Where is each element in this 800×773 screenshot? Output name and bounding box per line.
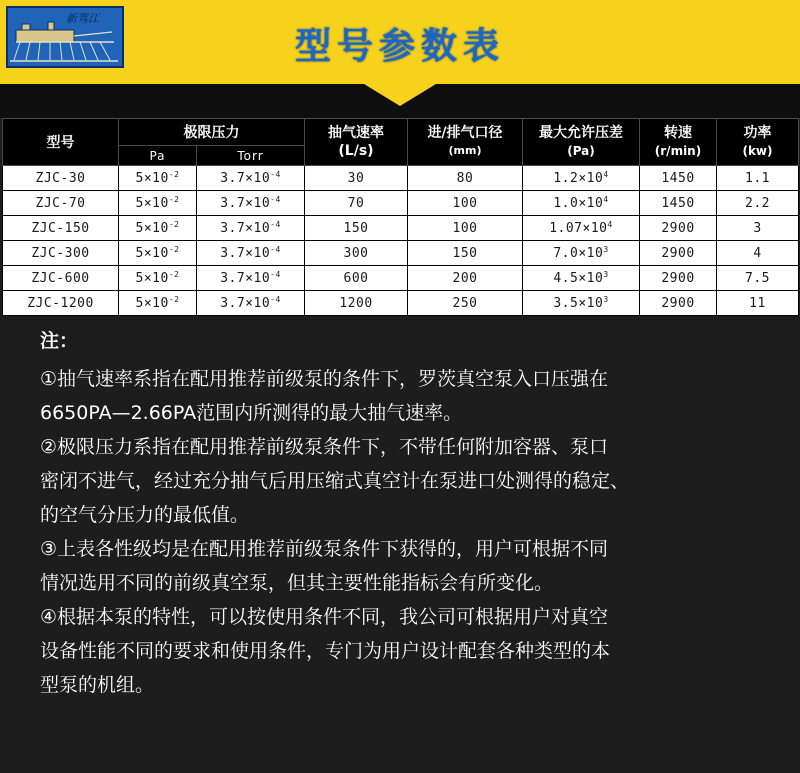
cell-torr-value: 3.7×10 (220, 220, 271, 236)
cell-pumping-speed-value: 600 (343, 270, 369, 286)
cell-pa-value: 5×10 (135, 170, 169, 186)
cell-max-pressure-diff-value: 4.5×10 (553, 270, 604, 286)
col-power-unit: (kw) (742, 144, 773, 158)
cell-port-diameter-value: 150 (452, 245, 478, 261)
cell-max-pressure-diff-value: 1.07×10 (549, 220, 608, 236)
cell-pa (119, 266, 197, 291)
cell-port-diameter (408, 191, 523, 216)
cell-pumping-speed-value: 150 (343, 220, 369, 236)
cell-pumping-speed-value: 300 (343, 245, 369, 261)
cell-rotation-speed-value: 2900 (661, 245, 695, 261)
page-title: 型号参数表 (294, 26, 505, 67)
cell-model (3, 291, 119, 316)
cell-power (717, 241, 799, 266)
cell-rotation-speed (640, 241, 717, 266)
cell-pumping-speed (305, 241, 408, 266)
cell-torr-value: 3.7×10 (220, 270, 271, 286)
table-row (3, 241, 799, 266)
cell-pumping-speed-value: 70 (347, 195, 365, 211)
cell-port-diameter (408, 291, 523, 316)
cell-model (3, 241, 119, 266)
cell-max-pressure-diff-exponent: 4 (603, 194, 609, 204)
cell-model-value: ZJC-600 (31, 270, 90, 286)
col-pumping-speed-unit: (L/s) (338, 143, 374, 159)
table-row (3, 216, 799, 241)
note-line: 情况选用不同的前级真空泵，但其主要性能指标会有所变化。 (40, 572, 554, 594)
cell-model-value: ZJC-300 (31, 245, 90, 261)
cell-pumping-speed-value: 30 (347, 170, 365, 186)
cell-torr-value: 3.7×10 (220, 170, 271, 186)
cell-power (717, 216, 799, 241)
cell-port-diameter (408, 241, 523, 266)
col-pumping-speed (305, 119, 408, 166)
cell-torr-exponent: -4 (270, 294, 281, 304)
cell-power-value: 7.5 (745, 270, 770, 286)
cell-max-pressure-diff (523, 191, 640, 216)
cell-power-value: 3 (753, 220, 762, 236)
col-ultimate-pressure: 极限压力 (119, 119, 305, 146)
table-header-row (3, 119, 799, 146)
note-line: ②极限压力系指在配用推荐前级泵条件下，不带任何附加容器、泵口 (40, 436, 609, 458)
cell-pa (119, 241, 197, 266)
col-rotation-speed-label: 转速 (664, 125, 692, 141)
cell-pa (119, 216, 197, 241)
cell-model (3, 191, 119, 216)
cell-max-pressure-diff-value: 3.5×10 (553, 295, 604, 311)
cell-pa-exponent: -2 (168, 169, 180, 179)
cell-max-pressure-diff-value: 1.2×10 (553, 170, 604, 186)
cell-pa-exponent: -2 (168, 244, 180, 254)
cell-power (717, 191, 799, 216)
cell-torr-exponent: -4 (270, 169, 281, 179)
cell-torr (197, 266, 305, 291)
cell-rotation-speed (640, 191, 717, 216)
table-row (3, 266, 799, 291)
col-max-pressure-diff (523, 119, 640, 166)
cell-torr-exponent: -4 (270, 269, 281, 279)
cell-pa (119, 191, 197, 216)
cell-rotation-speed-value: 2900 (661, 295, 695, 311)
cell-rotation-speed-value: 2900 (661, 220, 695, 236)
note-line: 设备性能不同的要求和使用条件，专门为用户设计配套各种类型的本 (40, 640, 611, 662)
cell-port-diameter (408, 166, 523, 191)
cell-pa (119, 166, 197, 191)
note-line: 密闭不进气，经过充分抽气后用压缩式真空计在泵进口处测得的稳定、 (40, 470, 630, 492)
col-rotation-speed-unit: (r/min) (654, 144, 702, 158)
col-model: 型号 (3, 119, 119, 166)
cell-pa-exponent: -2 (168, 269, 180, 279)
cell-power-value: 1.1 (745, 170, 770, 186)
cell-torr (197, 291, 305, 316)
note-line: ④根据本泵的特性，可以按使用条件不同，我公司可根据用户对真空 (40, 606, 609, 628)
col-port-diameter-label: 进/排气口径 (427, 125, 503, 141)
cell-model-value: ZJC-30 (35, 170, 86, 186)
header-banner (0, 0, 800, 84)
cell-pa-exponent: -2 (168, 294, 180, 304)
cell-model-value: ZJC-1200 (27, 295, 94, 311)
table-row (3, 166, 799, 191)
cell-max-pressure-diff-value: 1.0×10 (553, 195, 604, 211)
cell-max-pressure-diff-exponent: 3 (603, 294, 609, 304)
cell-max-pressure-diff (523, 216, 640, 241)
cell-pumping-speed (305, 216, 408, 241)
note-line: ①抽气速率系指在配用推荐前级泵的条件下，罗茨真空泵入口压强在 (40, 368, 609, 390)
cell-pa-exponent: -2 (168, 194, 180, 204)
cell-port-diameter (408, 266, 523, 291)
cell-pa-value: 5×10 (135, 220, 169, 236)
cell-pa-exponent: -2 (168, 219, 180, 229)
cell-torr (197, 191, 305, 216)
cell-torr-exponent: -4 (270, 244, 281, 254)
note-line: 型泵的机组。 (40, 674, 155, 696)
cell-torr-value: 3.7×10 (220, 195, 271, 211)
cell-torr-value: 3.7×10 (220, 295, 271, 311)
spec-table (2, 118, 799, 316)
cell-port-diameter-value: 100 (452, 220, 478, 236)
cell-pa-value: 5×10 (135, 245, 169, 261)
cell-rotation-speed-value: 1450 (661, 170, 695, 186)
cell-max-pressure-diff-exponent: 4 (607, 219, 613, 229)
cell-max-pressure-diff (523, 291, 640, 316)
col-port-diameter (408, 119, 523, 166)
cell-model-value: ZJC-150 (31, 220, 90, 236)
cell-torr (197, 166, 305, 191)
col-torr: Torr (197, 146, 305, 166)
cell-model-value: ZJC-70 (35, 195, 86, 211)
spec-table-wrapper (2, 118, 798, 313)
cell-max-pressure-diff-exponent: 3 (603, 244, 609, 254)
cell-model (3, 216, 119, 241)
cell-pa-value: 5×10 (135, 295, 169, 311)
col-power (717, 119, 799, 166)
cell-power-value: 11 (749, 295, 766, 311)
cell-model (3, 166, 119, 191)
cell-port-diameter (408, 216, 523, 241)
cell-torr (197, 216, 305, 241)
notes-section (40, 326, 790, 702)
cell-max-pressure-diff (523, 241, 640, 266)
cell-torr-exponent: -4 (270, 194, 281, 204)
cell-port-diameter-value: 200 (452, 270, 478, 286)
cell-max-pressure-diff-value: 7.0×10 (553, 245, 604, 261)
cell-rotation-speed (640, 266, 717, 291)
cell-power-value: 4 (753, 245, 762, 261)
cell-pa-value: 5×10 (135, 195, 169, 211)
cell-max-pressure-diff-exponent: 4 (603, 169, 609, 179)
col-pumping-speed-label: 抽气速率 (328, 125, 384, 141)
col-max-pressure-diff-label: 最大允许压差 (539, 125, 623, 141)
notes-heading: 注： (40, 330, 79, 352)
cell-port-diameter-value: 250 (452, 295, 478, 311)
cell-pa (119, 291, 197, 316)
cell-max-pressure-diff (523, 266, 640, 291)
cell-port-diameter-value: 100 (452, 195, 478, 211)
cell-power (717, 266, 799, 291)
cell-rotation-speed (640, 216, 717, 241)
cell-rotation-speed-value: 1450 (661, 195, 695, 211)
table-row (3, 291, 799, 316)
cell-pumping-speed-value: 1200 (339, 295, 373, 311)
logo-text: 新驾江 (66, 12, 99, 25)
cell-power (717, 166, 799, 191)
cell-power (717, 291, 799, 316)
col-port-diameter-unit: (mm) (448, 144, 482, 157)
cell-pumping-speed (305, 166, 408, 191)
cell-pumping-speed (305, 191, 408, 216)
table-row (3, 191, 799, 216)
note-line: ③上表各性级均是在配用推荐前级泵条件下获得的，用户可根据不同 (40, 538, 609, 560)
note-line: 的空气分压力的最低值。 (40, 504, 250, 526)
cell-model (3, 266, 119, 291)
cell-max-pressure-diff-exponent: 3 (603, 269, 609, 279)
cell-power-value: 2.2 (745, 195, 770, 211)
banner-pointer (364, 84, 436, 106)
cell-max-pressure-diff (523, 166, 640, 191)
pump-machine-icon (8, 8, 122, 66)
cell-torr-value: 3.7×10 (220, 245, 271, 261)
cell-rotation-speed (640, 166, 717, 191)
col-power-label: 功率 (743, 125, 772, 141)
notes-body (40, 362, 790, 702)
company-logo (6, 6, 124, 68)
cell-pa-value: 5×10 (135, 270, 169, 286)
note-line: 6650PA—2.66PA范围内所测得的最大抽气速率。 (40, 402, 463, 424)
cell-torr-exponent: -4 (270, 219, 281, 229)
cell-pumping-speed (305, 291, 408, 316)
cell-pumping-speed (305, 266, 408, 291)
cell-torr (197, 241, 305, 266)
col-max-pressure-diff-unit: (Pa) (567, 144, 595, 158)
cell-port-diameter-value: 80 (456, 170, 474, 186)
col-pa: Pa (119, 146, 197, 166)
cell-rotation-speed (640, 291, 717, 316)
col-rotation-speed (640, 119, 717, 166)
cell-rotation-speed-value: 2900 (661, 270, 695, 286)
